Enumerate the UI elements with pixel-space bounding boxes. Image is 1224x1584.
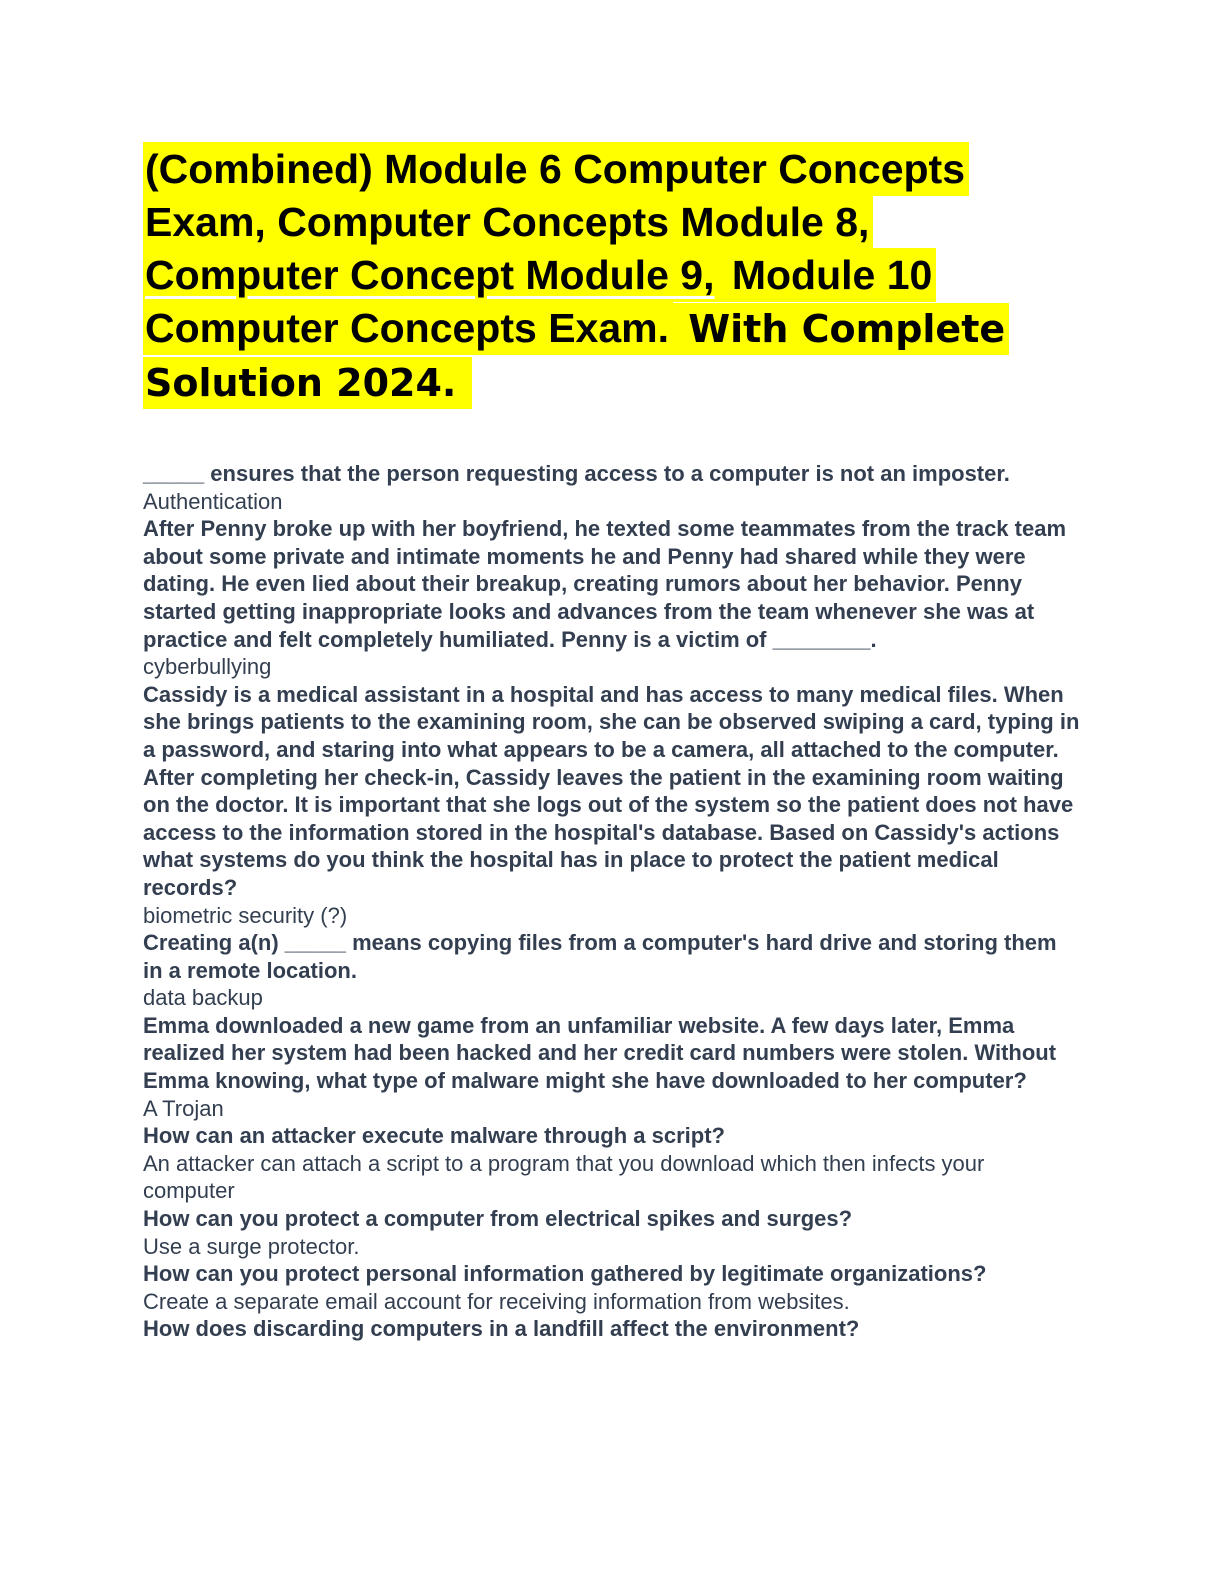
title-line-4-main-text: Computer Concepts Exam. <box>143 301 673 355</box>
question-text: How can an attacker execute malware through a script? <box>143 1123 725 1149</box>
qa-list <box>143 460 1081 1343</box>
answer-text: biometric security (?) <box>143 902 348 928</box>
question-text: After Penny broke up with her boyfriend, he texted some teammates from the track team about some private and intimate moments he and Penny had shared while they were dating. He even lied about their breakup, creating rumors about her behavior. Penny started getting inappropriate looks and advances from the team whenever she was at practice and felt completely humiliated. Penny is a victim of ________. <box>143 516 1067 652</box>
title-line-1 <box>143 143 1081 196</box>
answer-text: A Trojan <box>143 1095 224 1121</box>
title-line-5 <box>143 356 1081 410</box>
question-text: Creating a(n) _____ means copying files from a computer's hard drive and storing them in a remote location. <box>143 930 1057 983</box>
title-line-3-rest-text: Module 10 <box>718 248 936 302</box>
question-text: How does discarding computers in a landfill affect the environment? <box>143 1316 860 1342</box>
question-text: Cassidy is a medical assistant in a hospital and has access to many medical files. When she brings patients to the examining room, she can be observed swiping a card, typing in a password, and staring into what appears to be a camera, all attached to the computer. After completing her check-in, Cassidy leaves the patient in the examining room waiting on the doctor. It is important that she logs out of the system so the patient does not have access to the information stored in the hospital's database. Based on Cassidy's actions what systems do you think the hospital has in place to protect the patient medical records? <box>143 681 1080 900</box>
title-line-2-text: Exam, Computer Concepts Module 8, <box>143 195 873 249</box>
title-line-3 <box>143 249 1081 302</box>
answer-text: Use a surge protector. <box>143 1233 360 1259</box>
question-text: How can you protect a computer from electrical spikes and surges? <box>143 1206 853 1232</box>
title-line-2 <box>143 196 1081 249</box>
title-line-4-alt-text: With Complete <box>673 303 1009 355</box>
answer-text: Create a separate email account for receiving information from websites. <box>143 1288 850 1314</box>
answer-text: cyberbullying <box>143 654 272 680</box>
question-text: _____ ensures that the person requesting access to a computer is not an imposter. <box>143 461 1010 486</box>
answer-text: Authentication <box>143 488 283 514</box>
title-line-4 <box>143 302 1081 356</box>
title-line-1-text: (Combined) Module 6 Computer Concepts <box>143 142 969 196</box>
answer-text: data backup <box>143 985 263 1011</box>
title-line-5-text: Solution 2024. <box>143 357 472 409</box>
page-title <box>143 143 1081 410</box>
answer-text: An attacker can attach a script to a program that you download which then infects your computer <box>143 1150 985 1204</box>
question-text: Emma downloaded a new game from an unfamiliar website. A few days later, Emma realized her system had been hacked and her credit card numbers were stolen. Without Emma knowing, what type of malware might she have downloaded to her computer? <box>143 1012 1057 1094</box>
question-text: How can you protect personal information gathered by legitimate organizations? <box>143 1261 987 1287</box>
title-line-3-underlined-text: Computer Concept Module 9, <box>143 248 718 302</box>
